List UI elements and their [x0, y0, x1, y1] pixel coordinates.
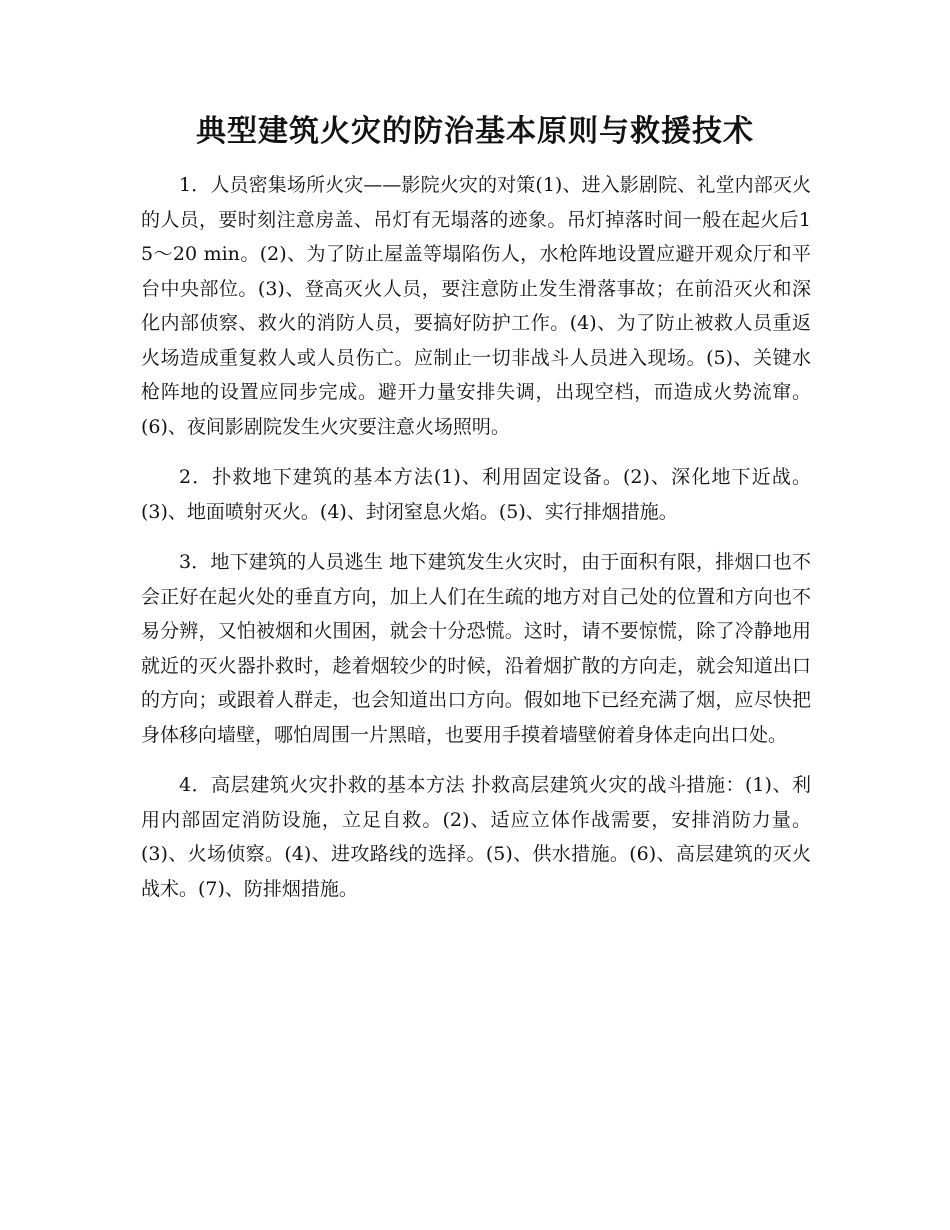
paragraph-cinema-fire: 1．人员密集场所火灾——影院火灾的对策(1)、进入影剧院、礼堂内部灭火的人员，要时刻注意房盖、吊灯有无塌落的迹象。吊灯掉落时间一般在起火后15～20 min。(2)、为了防止屋盖等塌陷伤人，水枪阵地设置应避开观众厅和平台中央部位。(3)、登高灭火人员，要注意防止发生滑落事故；在前沿灭火和深化内部侦察、救火的消防人员，要搞好防护工作。(4)、为了防止被救人员重返火场造成重复救人或人员伤亡。应制止一切非战斗人员进入现场。(5)、关键水枪阵地的设置应同步完成。避开力量安排失调，出现空档，而造成火势流窜。(6)、夜间影剧院发生火灾要注意火场照明。	[141, 174, 811, 438]
document-body	[141, 168, 811, 922]
paragraph-underground-escape: 3．地下建筑的人员逃生 地下建筑发生火灾时，由于面积有限，排烟口也不会正好在起火处的垂直方向，加上人们在生疏的地方对自己处的位置和方向也不易分辨，又怕被烟和火围困，就会十分恐慌。这时，请不要惊慌，除了冷静地用就近的灭火器扑救时，趁着烟较少的时候，沿着烟扩散的方向走，就会知道出口的方向；或跟着人群走，也会知道出口方向。假如地下已经充满了烟，应尽快把身体移向墙壁，哪怕周围一片黑暗，也要用手摸着墙壁俯着身体走向出口处。	[141, 551, 811, 746]
document-title: 典型建筑火灾的防治基本原则与救援技术	[196, 114, 754, 149]
paragraph-underground-firefighting: 2．扑救地下建筑的基本方法(1)、利用固定设备。(2)、深化地下近战。(3)、地面喷射灭火。(4)、封闭窒息火焰。(5)、实行排烟措施。	[141, 466, 811, 523]
paragraph-highrise-firefighting: 4．高层建筑火灾扑救的基本方法 扑救高层建筑火灾的战斗措施：(1)、利用内部固定消防设施，立足自救。(2)、适应立体作战需要，安排消防力量。(3)、火场侦察。(4)、进攻路线的选择。(5)、供水措施。(6)、高层建筑的灭火战术。(7)、防排烟措施。	[141, 774, 811, 900]
